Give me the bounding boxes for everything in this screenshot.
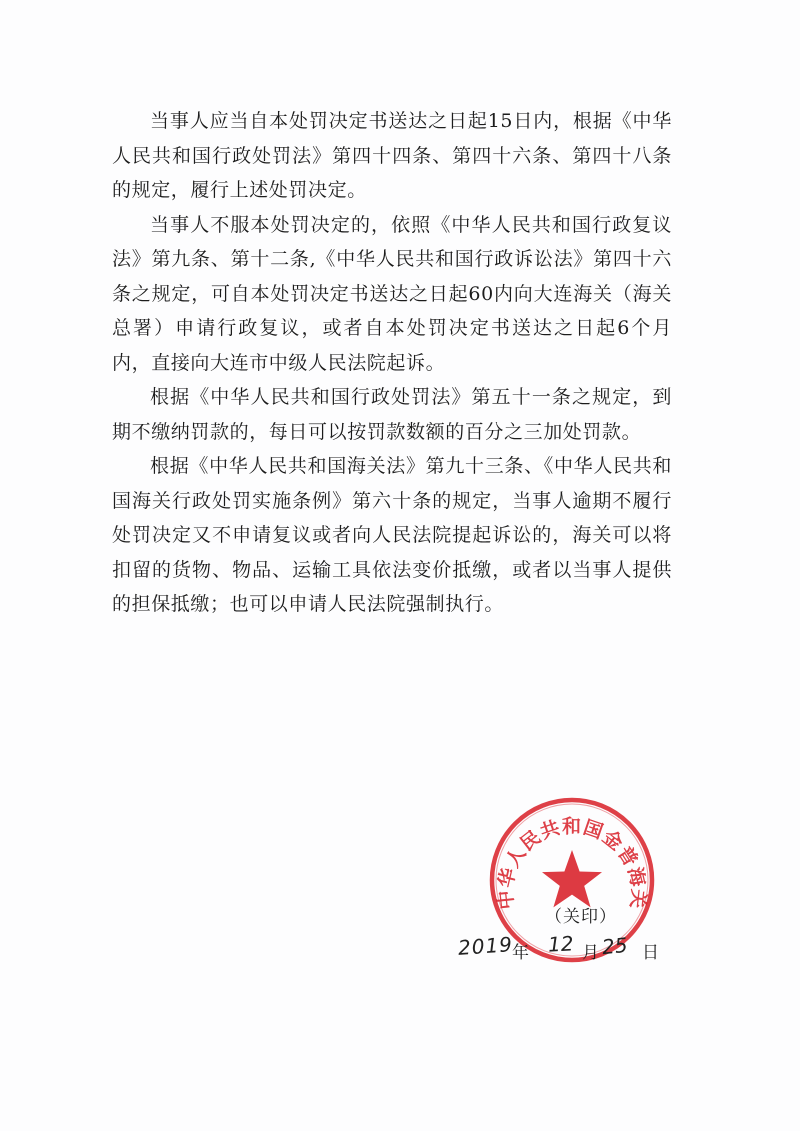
- date-year: 2019: [457, 932, 514, 960]
- date-month-suffix: 月: [582, 943, 599, 963]
- date-day-suffix: 日: [642, 943, 659, 963]
- seal-label: （关印）: [545, 907, 617, 927]
- paragraph-enforcement: 根据《中华人民共和国海关法》第九十三条、《中华人民共和国海关行政处罚实施条例》第六十条的规定，当事人逾期不履行处罚决定又不申请复议或者向人民法院提起诉讼的，海关可以将扣留的货物、物品、运输工具依法变价抵缴，或者以当事人提供的担保抵缴；也可以申请人民法院强制执行。: [112, 455, 672, 615]
- paragraph-performance-deadline: 当事人应当自本处罚决定书送达之日起15日内，根据《中华人民共和国行政处罚法》第四十四条、第四十六条、第四十八条的规定，履行上述处罚决定。: [112, 110, 672, 201]
- document-body: [112, 104, 672, 622]
- seal-star-icon: [542, 850, 602, 907]
- paragraph-appeal-rights: 当事人不服本处罚决定的，依照《中华人民共和国行政复议法》第九条、第十二条,《中华人民共和国行政诉讼法》第四十六条之规定，可自本处罚决定书送达之日起60内向大连海关（海关总署）申请行政复议，或者自本处罚决定书送达之日起6个月内，直接向大连市中级人民法院起诉。: [112, 213, 672, 374]
- seal-text: 中华人民共和国金普海关: [494, 815, 650, 911]
- signature-date: [456, 930, 676, 970]
- date-day: 25: [600, 932, 629, 960]
- date-month: 12: [547, 931, 575, 957]
- paragraph-late-payment-penalty: 根据《中华人民共和国行政处罚法》第五十一条之规定，到期不缴纳罚款的，每日可以按罚款数额的百分之三加处罚款。: [112, 386, 672, 443]
- date-year-suffix: 年: [512, 943, 529, 963]
